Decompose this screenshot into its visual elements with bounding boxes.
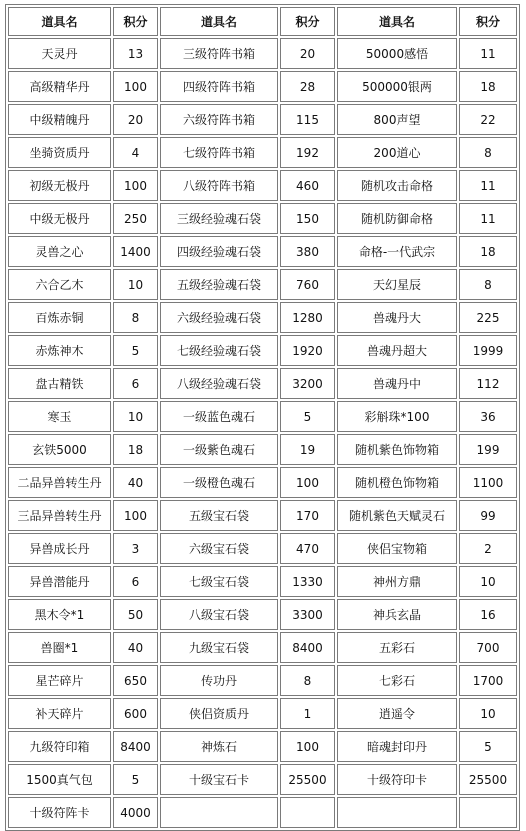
points-cell: 22	[459, 104, 517, 135]
points-cell: 25500	[280, 764, 335, 795]
item-name-cell: 玄铁5000	[8, 434, 111, 465]
item-name-cell: 神州方鼎	[337, 566, 457, 597]
header-item-name-1: 道具名	[8, 7, 111, 36]
points-cell: 1999	[459, 335, 517, 366]
item-name-cell: 九级符印箱	[8, 731, 111, 762]
points-cell: 1400	[113, 236, 158, 267]
points-cell: 40	[113, 632, 158, 663]
points-cell: 100	[113, 500, 158, 531]
points-cell: 1700	[459, 665, 517, 696]
points-cell: 115	[280, 104, 335, 135]
item-name-cell: 黑木令*1	[8, 599, 111, 630]
table-row	[8, 137, 517, 168]
item-name-cell: 七彩石	[337, 665, 457, 696]
table-row	[8, 170, 517, 201]
table-row	[8, 71, 517, 102]
item-name-cell: 一级蓝色魂石	[160, 401, 278, 432]
item-name-cell: 随机橙色饰物箱	[337, 467, 457, 498]
item-name-cell: 随机攻击命格	[337, 170, 457, 201]
item-name-cell: 十级符印卡	[337, 764, 457, 795]
table-row	[8, 566, 517, 597]
points-cell: 112	[459, 368, 517, 399]
item-name-cell: 四级符阵书箱	[160, 71, 278, 102]
points-cell: 760	[280, 269, 335, 300]
item-name-cell: 灵兽之心	[8, 236, 111, 267]
points-cell: 8400	[280, 632, 335, 663]
points-cell: 8	[459, 269, 517, 300]
points-cell: 28	[280, 71, 335, 102]
item-name-cell: 六级宝石袋	[160, 533, 278, 564]
item-name-cell: 兽魂丹大	[337, 302, 457, 333]
item-name-cell: 500000银两	[337, 71, 457, 102]
points-cell: 199	[459, 434, 517, 465]
item-name-cell: 赤炼神木	[8, 335, 111, 366]
points-cell: 99	[459, 500, 517, 531]
item-name-cell: 侠侣宝物箱	[337, 533, 457, 564]
item-name-cell: 九级宝石袋	[160, 632, 278, 663]
points-cell: 19	[280, 434, 335, 465]
points-cell: 36	[459, 401, 517, 432]
item-name-cell: 异兽潜能丹	[8, 566, 111, 597]
points-cell: 1	[280, 698, 335, 729]
item-name-cell: 七级符阵书箱	[160, 137, 278, 168]
item-name-cell: 兽魂丹中	[337, 368, 457, 399]
item-name-cell: 六合乙木	[8, 269, 111, 300]
item-name-cell: 八级符阵书箱	[160, 170, 278, 201]
table-row	[8, 335, 517, 366]
item-name-cell: 暗魂封印丹	[337, 731, 457, 762]
points-cell: 150	[280, 203, 335, 234]
points-cell: 250	[113, 203, 158, 234]
table-row	[8, 599, 517, 630]
points-cell: 11	[459, 38, 517, 69]
points-cell: 225	[459, 302, 517, 333]
table-row	[8, 632, 517, 663]
points-cell: 1100	[459, 467, 517, 498]
item-name-cell: 中级精魄丹	[8, 104, 111, 135]
points-cell: 5	[280, 401, 335, 432]
points-cell: 10	[113, 269, 158, 300]
header-item-name-2: 道具名	[160, 7, 278, 36]
item-name-cell: 十级宝石卡	[160, 764, 278, 795]
points-cell: 1920	[280, 335, 335, 366]
points-cell: 460	[280, 170, 335, 201]
points-cell: 100	[280, 467, 335, 498]
table-row	[8, 38, 517, 69]
item-name-cell: 彩斛珠*100	[337, 401, 457, 432]
item-name-cell: 200道心	[337, 137, 457, 168]
item-name-cell: 天灵丹	[8, 38, 111, 69]
points-cell: 4	[113, 137, 158, 168]
points-cell: 10	[113, 401, 158, 432]
table-row	[8, 533, 517, 564]
item-name-cell: 逍遥令	[337, 698, 457, 729]
points-cell: 16	[459, 599, 517, 630]
item-name-cell: 七级经验魂石袋	[160, 335, 278, 366]
table-row	[8, 467, 517, 498]
item-name-cell: 异兽成长丹	[8, 533, 111, 564]
points-cell: 10	[459, 566, 517, 597]
item-name-cell: 高级精华丹	[8, 71, 111, 102]
item-name-cell: 神兵玄晶	[337, 599, 457, 630]
points-cell: 18	[459, 71, 517, 102]
points-cell: 8	[113, 302, 158, 333]
item-name-cell	[337, 797, 457, 828]
item-name-cell: 神炼石	[160, 731, 278, 762]
item-points-table-container	[5, 4, 520, 831]
table-row	[8, 104, 517, 135]
points-cell: 5	[459, 731, 517, 762]
item-name-cell: 四级经验魂石袋	[160, 236, 278, 267]
item-name-cell: 五级经验魂石袋	[160, 269, 278, 300]
points-cell: 40	[113, 467, 158, 498]
table-header-row	[8, 7, 517, 36]
points-cell: 192	[280, 137, 335, 168]
points-cell: 8	[280, 665, 335, 696]
points-cell: 100	[113, 170, 158, 201]
item-name-cell: 盘古精铁	[8, 368, 111, 399]
item-name-cell: 五级宝石袋	[160, 500, 278, 531]
item-name-cell: 十级符阵卡	[8, 797, 111, 828]
item-name-cell: 六级符阵书箱	[160, 104, 278, 135]
item-name-cell: 二品异兽转生丹	[8, 467, 111, 498]
points-cell: 25500	[459, 764, 517, 795]
item-name-cell: 侠侣资质丹	[160, 698, 278, 729]
item-name-cell: 补天碎片	[8, 698, 111, 729]
header-points-1: 积分	[113, 7, 158, 36]
table-row	[8, 434, 517, 465]
item-name-cell: 随机防御命格	[337, 203, 457, 234]
table-row	[8, 203, 517, 234]
points-cell: 3300	[280, 599, 335, 630]
header-item-name-3: 道具名	[337, 7, 457, 36]
points-cell: 4000	[113, 797, 158, 828]
points-cell: 380	[280, 236, 335, 267]
points-cell: 1280	[280, 302, 335, 333]
item-name-cell: 星芒碎片	[8, 665, 111, 696]
table-row	[8, 302, 517, 333]
points-cell: 6	[113, 566, 158, 597]
item-name-cell: 天幻星辰	[337, 269, 457, 300]
item-name-cell: 寒玉	[8, 401, 111, 432]
points-cell: 470	[280, 533, 335, 564]
points-cell: 100	[280, 731, 335, 762]
header-points-2: 积分	[280, 7, 335, 36]
points-cell: 3	[113, 533, 158, 564]
item-name-cell: 随机紫色天赋灵石	[337, 500, 457, 531]
item-name-cell: 800声望	[337, 104, 457, 135]
table-row	[8, 665, 517, 696]
points-cell: 50	[113, 599, 158, 630]
item-name-cell: 初级无极丹	[8, 170, 111, 201]
points-cell: 20	[280, 38, 335, 69]
item-name-cell: 兽圈*1	[8, 632, 111, 663]
table-row	[8, 236, 517, 267]
item-name-cell: 1500真气包	[8, 764, 111, 795]
points-cell: 6	[113, 368, 158, 399]
item-name-cell: 坐骑资质丹	[8, 137, 111, 168]
table-row	[8, 731, 517, 762]
item-name-cell: 七级宝石袋	[160, 566, 278, 597]
table-row	[8, 764, 517, 795]
points-cell: 11	[459, 170, 517, 201]
points-cell: 3200	[280, 368, 335, 399]
points-cell: 18	[459, 236, 517, 267]
points-cell: 2	[459, 533, 517, 564]
item-name-cell: 随机紫色饰物箱	[337, 434, 457, 465]
item-name-cell	[160, 797, 278, 828]
points-cell: 8	[459, 137, 517, 168]
item-name-cell: 八级经验魂石袋	[160, 368, 278, 399]
item-name-cell: 一级橙色魂石	[160, 467, 278, 498]
points-cell: 8400	[113, 731, 158, 762]
points-cell: 1330	[280, 566, 335, 597]
item-name-cell: 六级经验魂石袋	[160, 302, 278, 333]
points-cell	[280, 797, 335, 828]
points-cell: 10	[459, 698, 517, 729]
points-cell: 5	[113, 335, 158, 366]
table-row	[8, 500, 517, 531]
points-cell: 700	[459, 632, 517, 663]
item-name-cell: 三级经验魂石袋	[160, 203, 278, 234]
table-row	[8, 401, 517, 432]
points-cell: 20	[113, 104, 158, 135]
points-cell: 650	[113, 665, 158, 696]
table-row	[8, 797, 517, 828]
item-name-cell: 八级宝石袋	[160, 599, 278, 630]
item-name-cell: 兽魂丹超大	[337, 335, 457, 366]
item-name-cell: 传功丹	[160, 665, 278, 696]
item-name-cell: 命格-一代武宗	[337, 236, 457, 267]
item-name-cell: 五彩石	[337, 632, 457, 663]
points-cell	[459, 797, 517, 828]
table-body	[8, 38, 517, 828]
points-cell: 13	[113, 38, 158, 69]
table-row	[8, 698, 517, 729]
item-name-cell: 三品异兽转生丹	[8, 500, 111, 531]
points-cell: 100	[113, 71, 158, 102]
points-cell: 11	[459, 203, 517, 234]
item-name-cell: 三级符阵书箱	[160, 38, 278, 69]
points-cell: 170	[280, 500, 335, 531]
item-name-cell: 中级无极丹	[8, 203, 111, 234]
table-row	[8, 269, 517, 300]
points-cell: 5	[113, 764, 158, 795]
item-name-cell: 百炼赤铜	[8, 302, 111, 333]
header-points-3: 积分	[459, 7, 517, 36]
item-points-table	[5, 4, 520, 831]
points-cell: 600	[113, 698, 158, 729]
item-name-cell: 50000感悟	[337, 38, 457, 69]
table-row	[8, 368, 517, 399]
item-name-cell: 一级紫色魂石	[160, 434, 278, 465]
points-cell: 18	[113, 434, 158, 465]
